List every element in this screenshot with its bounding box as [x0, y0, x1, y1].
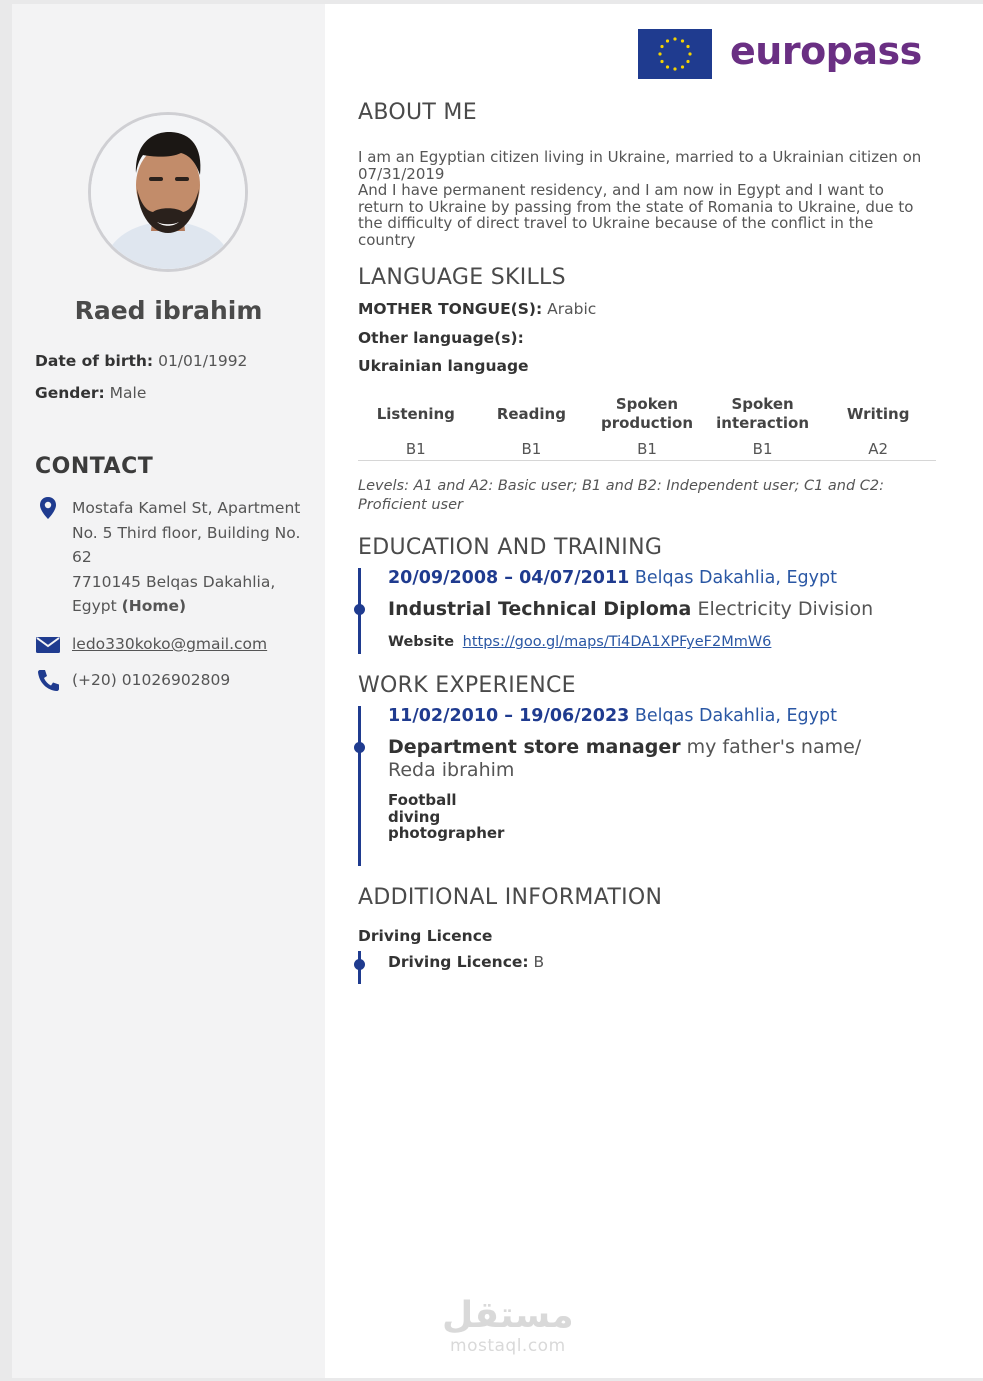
phone-number: (+20) 01026902809 — [72, 671, 231, 689]
work-role: Department store manager — [388, 736, 681, 758]
activity-item: Football — [388, 791, 457, 809]
dob-value: 01/01/1992 — [158, 352, 248, 370]
location-pin-icon — [35, 496, 61, 520]
contact-email — [35, 632, 312, 657]
level-listening: B1 — [405, 440, 426, 458]
about-text: I am an Egyptian citizen living in Ukraine, married to a Ukrainian citizen on 07/31/2019 And I have permanent residency, and I am now in Egypt and I want to return to Ukraine by passing from the state of Romania to Ukraine, due to the difficulty of direct travel to Ukraine because of the conflict in the country — [358, 148, 922, 249]
table-divider — [358, 460, 936, 461]
main-column — [325, 4, 983, 1378]
language-table — [358, 392, 936, 461]
eu-flag-icon — [638, 29, 712, 79]
language-name: Ukrainian language — [358, 357, 529, 375]
driving-licence-value: B — [533, 953, 545, 971]
avatar — [88, 112, 248, 272]
mother-tongue-label: MOTHER TONGUE(S): — [358, 300, 543, 318]
work-dot — [354, 742, 365, 753]
contact-heading: CONTACT — [35, 454, 154, 479]
additional-heading: ADDITIONAL INFORMATION — [358, 885, 663, 910]
education-heading: EDUCATION AND TRAINING — [358, 535, 663, 560]
header-reading: Reading — [496, 404, 566, 423]
mostaql-watermark: مستقل mostaql.com — [442, 1295, 574, 1356]
address-line-1: Mostafa Kamel St, Apartment No. 5 Third floor, Building No. 62 — [72, 499, 301, 566]
additional-dot — [354, 959, 365, 970]
header-spoken-interaction: Spoken interaction — [716, 395, 810, 432]
education-location: Belqas Dakahlia, Egypt — [634, 568, 837, 588]
work-heading: WORK EXPERIENCE — [358, 673, 576, 698]
level-spoken-production: B1 — [637, 440, 657, 458]
education-title — [388, 598, 908, 621]
language-heading: LANGUAGE SKILLS — [358, 265, 566, 290]
level-reading: B1 — [521, 440, 542, 458]
phone-icon — [35, 668, 61, 692]
activity-item: diving — [388, 807, 441, 826]
website-link[interactable]: https://goo.gl/maps/Ti4DA1XPFyeF2MmW6 — [462, 634, 772, 650]
work-employer: my father's name/ Reda ibrahim — [388, 736, 862, 781]
work-title — [388, 736, 908, 782]
mother-tongue — [358, 300, 596, 318]
envelope-icon — [35, 632, 61, 656]
driving-licence — [388, 953, 544, 971]
sidebar — [12, 4, 325, 1378]
work-timeline — [358, 706, 361, 866]
education-dates: 20/09/2008 – 04/07/2011 Belqas Dakahlia, Egypt — [388, 568, 837, 588]
about-heading: ABOUT ME — [358, 100, 477, 125]
driving-licence-heading: Driving Licence — [358, 927, 493, 945]
dob-label: Date of birth: — [35, 352, 154, 370]
header-spoken-production: Spoken production — [600, 395, 693, 432]
website-label: Website — [388, 634, 455, 650]
education-field: Electricity Division — [697, 598, 874, 620]
contact-phone — [35, 668, 312, 693]
person-photo — [91, 115, 245, 269]
person-name: Raed ibrahim — [74, 296, 263, 325]
qualification: Industrial Technical Diploma — [388, 598, 692, 620]
level-writing: A2 — [868, 440, 889, 458]
other-languages-label: Other language(s): — [358, 329, 524, 347]
email-link[interactable]: ledo330koko@gmail.com — [72, 635, 268, 653]
address-line-2: 7710145 Belqas Dakahlia, Egypt — [72, 572, 276, 615]
contact-address — [35, 496, 312, 619]
europass-wordmark: europass — [730, 29, 922, 73]
work-dates: 11/02/2010 – 19/06/2023 Belqas Dakahlia, Egypt — [388, 706, 837, 726]
gender-label: Gender: — [35, 384, 105, 402]
gender-value: Male — [109, 384, 147, 402]
driving-licence-label: Driving Licence: — [388, 953, 529, 971]
education-website — [388, 634, 771, 650]
header-writing: Writing — [846, 404, 910, 423]
header-listening: Listening — [376, 404, 455, 423]
mother-tongue-value: Arabic — [547, 300, 597, 318]
levels-note: Levels: A1 and A2: Basic user; B1 and B2: Independent user; C1 and C2: Proficient user — [358, 478, 885, 513]
gender — [35, 384, 146, 402]
address-tag: (Home) — [121, 597, 187, 615]
work-location: Belqas Dakahlia, Egypt — [634, 706, 837, 726]
work-activities — [388, 792, 504, 842]
activity-item: photographer — [388, 824, 505, 842]
date-of-birth — [35, 352, 247, 370]
education-dot — [354, 604, 365, 615]
cv-page — [12, 4, 983, 1378]
level-spoken-interaction: B1 — [752, 440, 773, 458]
